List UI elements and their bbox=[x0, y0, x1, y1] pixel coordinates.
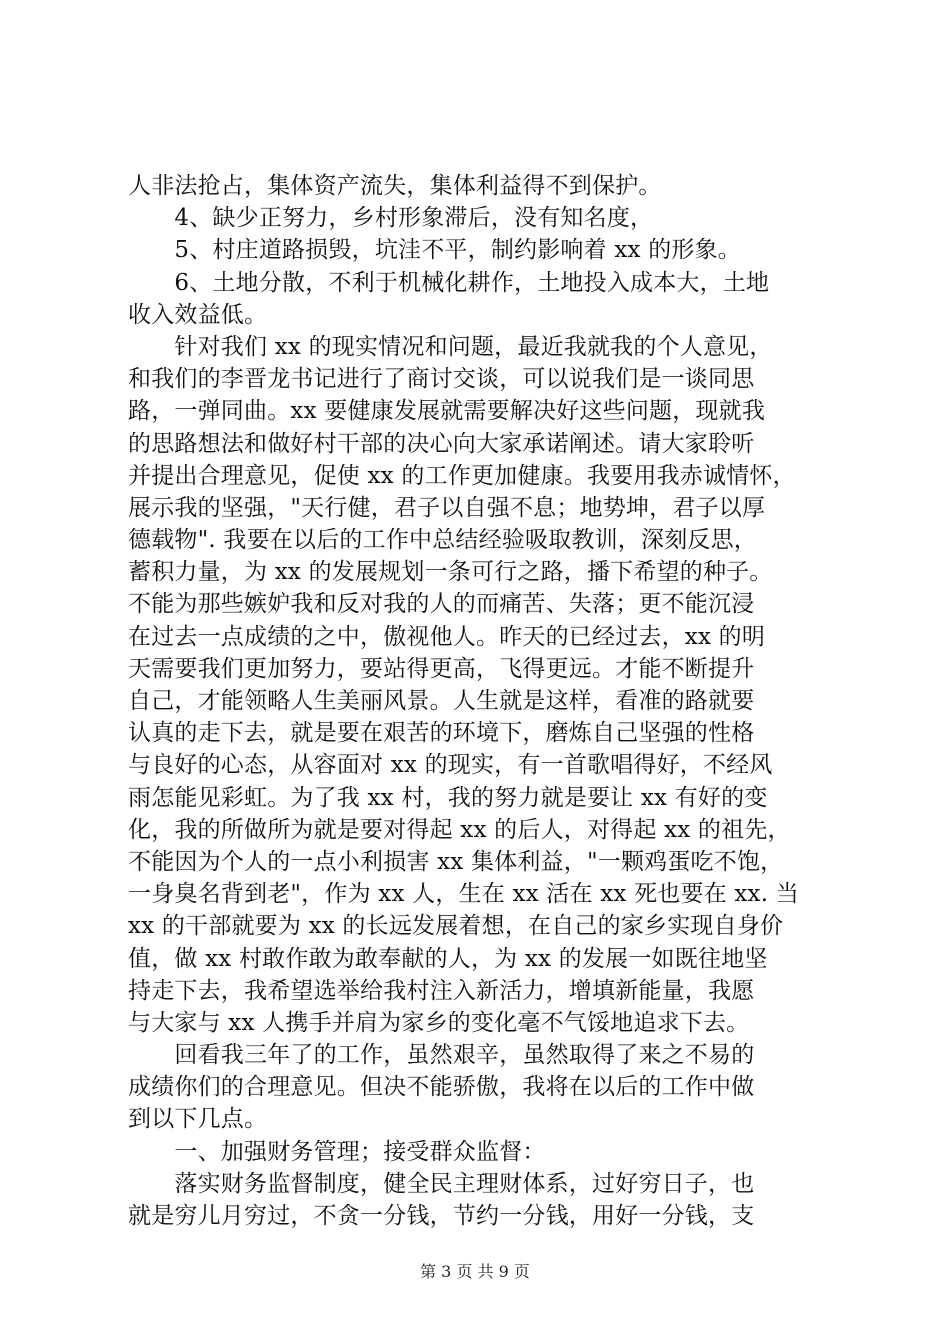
text-line: 蓄积力量，为 xx 的发展规划一条可行之路，播下希望的种子。 bbox=[128, 559, 773, 586]
document-body bbox=[128, 170, 833, 1232]
text-line: 自己，才能领略人生美丽风景。人生就是这样，看准的路就要 bbox=[128, 688, 755, 714]
text-line: 和我们的李晋龙书记进行了商讨交谈，可以说我们是一谈同思 bbox=[128, 366, 755, 393]
text-line: xx 的干部就要为 xx 的长远发展着想，在自己的家乡实现自身价 bbox=[128, 913, 784, 940]
text-line: 德载物". 我要在以后的工作中总结经验吸取教训，深刻反思， bbox=[128, 527, 758, 554]
text-line: 值，做 xx 村敢作敢为敢奉献的人，为 xx 的发展一如既往地坚 bbox=[128, 945, 768, 972]
page-footer: 第 3 页 共 9 页 bbox=[420, 1262, 530, 1281]
text-line: 一身臭名背到老"，作为 xx 人，生在 xx 活在 xx 死也要在 xx. 当 bbox=[128, 881, 799, 908]
text-line: 与大家与 xx 人携手并肩为家乡的变化毫不气馁地追求下去。 bbox=[128, 1009, 750, 1036]
text-line: 回看我三年了的工作，虽然艰辛，虽然取得了来之不易的 bbox=[128, 1042, 755, 1069]
text-line: 不能为那些嫉妒我和反对我的人的而痛苦、失落；更不能沉浸 bbox=[128, 591, 755, 618]
text-line: 收入效益低。 bbox=[128, 301, 268, 328]
text-line: 不能因为个人的一点小利损害 xx 集体利益，"一颗鸡蛋吃不饱， bbox=[128, 848, 784, 875]
text-line: 与良好的心态，从容面对 xx 的现实，有一首歌唱得好，不经风 bbox=[128, 752, 773, 779]
text-line: 雨怎能见彩虹。为了我 xx 村，我的努力就是要让 xx 有好的变 bbox=[128, 784, 768, 811]
text-line: 持走下去，我希望选举给我村注入新活力，增填新能量，我愿 bbox=[128, 977, 755, 1004]
text-line: 针对我们 xx 的现实情况和问题，最近我就我的个人意见， bbox=[128, 333, 773, 360]
text-line: 落实财务监督制度，健全民主理财体系，过好穷日子，也 bbox=[128, 1170, 755, 1197]
text-line: 在过去一点成绩的之中，傲视他人。昨天的已经过去，xx 的明 bbox=[128, 623, 766, 650]
text-line: 化，我的所做所为就是要对得起 xx 的后人，对得起 xx 的祖先， bbox=[128, 816, 791, 843]
text-line: 6、土地分散，不利于机械化耕作，土地投入成本大，土地 bbox=[128, 269, 770, 296]
text-line: 5、村庄道路损毁，坑洼不平，制约影响着 xx 的形象。 bbox=[128, 237, 741, 264]
text-line: 路，一弹同曲。xx 要健康发展就需要解决好这些问题，现就我 bbox=[128, 398, 766, 425]
text-line: 认真的走下去，就是要在艰苦的环境下，磨炼自己坚强的性格 bbox=[128, 720, 755, 747]
text-line: 一、加强财务管理；接受群众监督： bbox=[128, 1138, 546, 1165]
text-line: 的思路想法和做好村干部的决心向大家承诺阐述。请大家聆听 bbox=[128, 430, 755, 457]
text-line: 到以下几点。 bbox=[128, 1106, 268, 1133]
text-line: 展示我的坚强，"天行健，君子以自强不息；地势坤，君子以厚 bbox=[128, 494, 766, 521]
text-line: 4、缺少正努力，乡村形象滞后，没有知名度， bbox=[128, 205, 654, 232]
text-line: 就是穷儿月穷过，不贪一分钱，节约一分钱，用好一分钱，支 bbox=[128, 1203, 755, 1229]
text-line: 天需要我们更加努力，要站得更高，飞得更远。才能不断提升 bbox=[128, 655, 755, 682]
text-line: 并提出合理意见，促使 xx 的工作更加健康。我要用我赤诚情怀， bbox=[128, 462, 796, 489]
text-line: 人非法抢占，集体资产流失，集体利益得不到保护。 bbox=[128, 173, 662, 199]
text-line: 成绩你们的合理意见。但决不能骄傲，我将在以后的工作中做 bbox=[128, 1074, 755, 1101]
